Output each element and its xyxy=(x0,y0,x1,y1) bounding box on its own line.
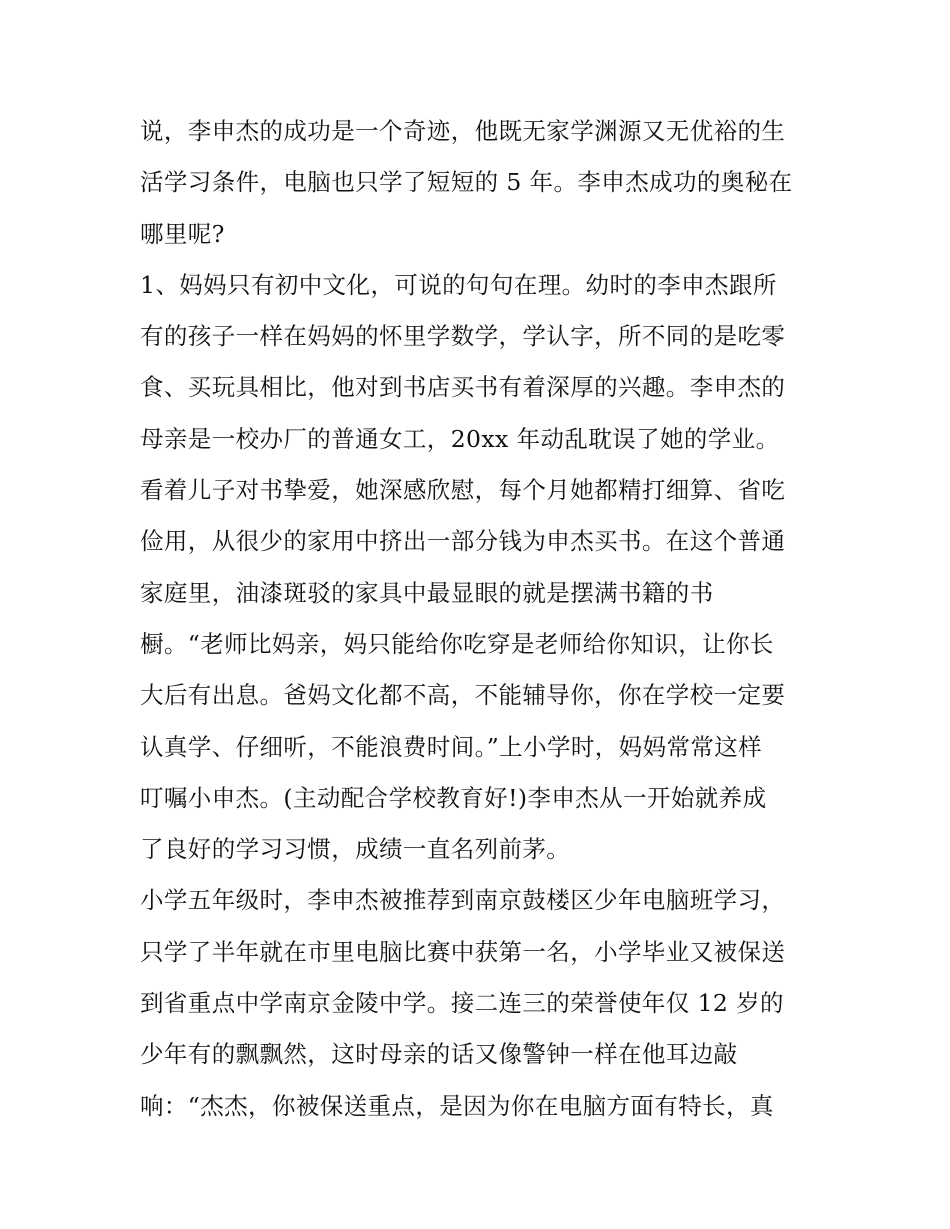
text-line: 看着儿子对书挚爱，她深感欣慰，每个月她都精打细算、省吃 xyxy=(140,476,786,505)
text-line: 橱。“老师比妈亲，妈只能给你吃穿是老师给你知识，让你长 xyxy=(140,629,774,658)
text-line: 少年有的飘飘然，这时母亲的话又像警钟一样在他耳边敲 xyxy=(140,1040,738,1069)
text-line: 母亲是一校办厂的普通女工，20xx 年动乱耽误了她的学业。 xyxy=(140,424,780,453)
text-line: 1、妈妈只有初中文化，可说的句句在理。幼时的李申杰跟所 xyxy=(140,270,777,299)
text-line: 大后有出息。爸妈文化都不高，不能辅导你，你在学校一定要 xyxy=(140,681,786,710)
text-line: 响：“杰杰，你被保送重点，是因为你在电脑方面有特长，真 xyxy=(140,1091,774,1120)
text-line: 活学习条件，电脑也只学了短短的 5 年。李申杰成功的奥秘在 xyxy=(140,168,793,197)
text-line: 了良好的学习习惯，成绩一直名列前茅。 xyxy=(140,835,571,864)
text-line: 家庭里，油漆斑驳的家具中最显眼的就是摆满书籍的书 xyxy=(140,578,714,607)
text-line: 说，李申杰的成功是一个奇迹，他既无家学渊源又无优裕的生 xyxy=(140,117,786,145)
text-line: 小学五年级时，李申杰被推荐到南京鼓楼区少年电脑班学习， xyxy=(140,886,786,915)
text-line: 到省重点中学南京金陵中学。接二连三的荣誉使年仅 12 岁的 xyxy=(140,989,784,1018)
body-text xyxy=(140,106,820,1132)
text-line: 只学了半年就在市里电脑比赛中获第一名，小学毕业又被保送 xyxy=(140,937,786,966)
text-line: 有的孩子一样在妈妈的怀里学数学，学认字，所不同的是吃零 xyxy=(140,322,786,351)
text-line: 俭用，从很少的家用中挤出一部分钱为申杰买书。在这个普通 xyxy=(140,527,786,556)
text-line: 叮嘱小申杰。(主动配合学校教育好!)李申杰从一开始就养成 xyxy=(140,783,767,812)
text-line: 认真学、仔细听，不能浪费时间。”上小学时，妈妈常常这样 xyxy=(140,732,763,761)
text-line: 食、买玩具相比，他对到书店买书有着深厚的兴趣。李申杰的 xyxy=(140,373,786,402)
text-line: 哪里呢? xyxy=(140,219,225,248)
